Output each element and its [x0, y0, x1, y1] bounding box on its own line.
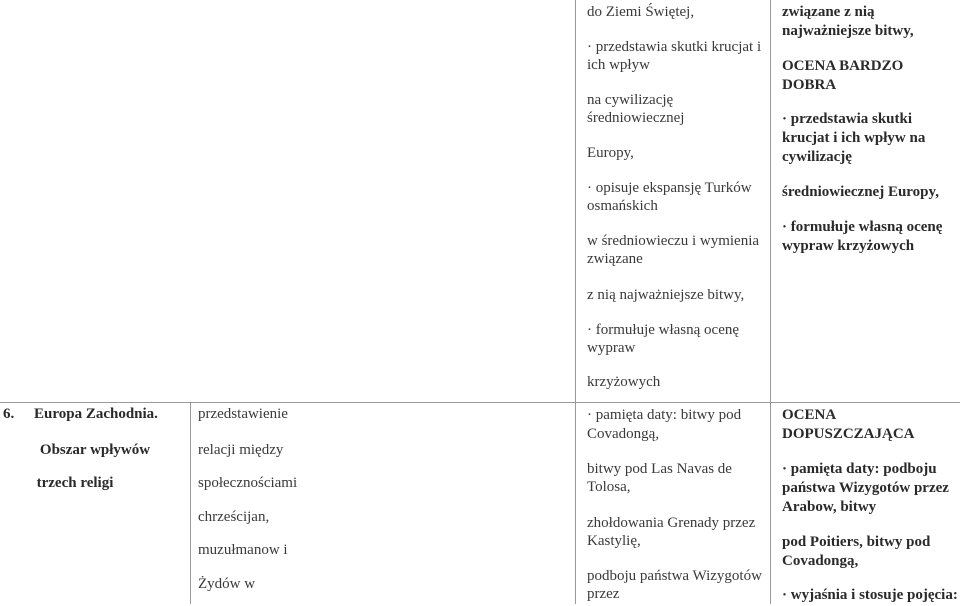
- right-line-7: cywilizację: [782, 149, 852, 165]
- right-line-8: średniowiecznej Europy,: [782, 184, 939, 200]
- right-grade-heading-2: DOBRA: [782, 77, 837, 93]
- content-line-6: Żydów w: [198, 576, 256, 592]
- topic-line-3: trzech religi: [36, 475, 114, 491]
- req-line-3: bitwy pod Las Navas de: [587, 461, 732, 477]
- content-line-5: muzułmanow i: [198, 542, 288, 558]
- content-line-4: chrześcijan,: [198, 509, 270, 525]
- req-line-1: · pamięta daty: bitwy pod: [587, 407, 742, 423]
- right-line-10: wypraw krzyżowych: [782, 238, 915, 254]
- mid-line-8: osmańskich: [587, 198, 658, 214]
- mid-line-6: Europy,: [587, 145, 634, 161]
- req-line-5: zhołdowania Grenady przez: [587, 515, 756, 531]
- req-line-8: przez: [587, 586, 620, 602]
- column-divider-1: [575, 0, 576, 604]
- mid-line-12: · formułuje własną ocenę: [587, 322, 740, 338]
- mid-line-11: z nią najważniejsze bitwy,: [587, 287, 745, 303]
- mid-line-5: średniowiecznej: [587, 110, 685, 126]
- grade-line-4: państwa Wizygotów przez: [782, 480, 949, 496]
- topic-line-2: Obszar wpływów: [39, 442, 151, 458]
- grade-line-5: Arabow, bitwy: [782, 499, 877, 515]
- grade-heading-1: OCENA: [782, 407, 837, 423]
- req-line-2: Covadongą,: [587, 426, 660, 442]
- right-line-6: krucjat i ich wpływ na: [782, 130, 926, 146]
- grade-line-7: Covadongą,: [782, 553, 859, 569]
- content-line-1: przedstawienie: [198, 406, 288, 422]
- grade-line-3: · pamięta daty: podboju: [782, 461, 937, 477]
- right-line-9: · formułuje własną ocenę: [782, 219, 943, 235]
- mid-line-10: związane: [587, 251, 643, 267]
- column-divider-2: [770, 0, 771, 604]
- mid-line-1: do Ziemi Świętej,: [587, 4, 695, 20]
- grade-heading-2: DOPUSZCZAJĄCA: [782, 426, 915, 442]
- grade-line-8: · wyjaśnia i stosuje pojęcia:: [782, 587, 958, 603]
- row-number: 6.: [3, 406, 15, 422]
- mid-line-9: w średniowieczu i wymienia: [587, 233, 760, 249]
- column-divider-3: [190, 402, 191, 604]
- right-grade-heading-1: OCENA BARDZO: [782, 58, 904, 74]
- mid-line-4: na cywilizację: [587, 92, 674, 108]
- right-line-5: · przedstawia skutki: [782, 111, 913, 127]
- grade-line-6: pod Poitiers, bitwy pod: [782, 534, 931, 550]
- mid-line-3: ich wpływ: [587, 57, 650, 73]
- topic-line-1: Europa Zachodnia.: [34, 406, 158, 422]
- req-line-4: Tolosa,: [587, 479, 631, 495]
- mid-line-14: krzyżowych: [587, 374, 661, 390]
- mid-line-2: · przedstawia skutki krucjat i: [587, 39, 762, 55]
- content-line-2: relacji między: [198, 442, 284, 458]
- right-line-2: najważniejsze bitwy,: [782, 23, 914, 39]
- mid-line-13: wypraw: [587, 340, 636, 356]
- right-line-1: związane z nią: [782, 4, 875, 20]
- req-line-6: Kastylię,: [587, 533, 641, 549]
- content-line-3: społecznościami: [198, 475, 298, 491]
- req-line-7: podboju państwa Wizygotów: [587, 568, 762, 584]
- mid-line-7: · opisuje ekspansję Turków: [587, 180, 752, 196]
